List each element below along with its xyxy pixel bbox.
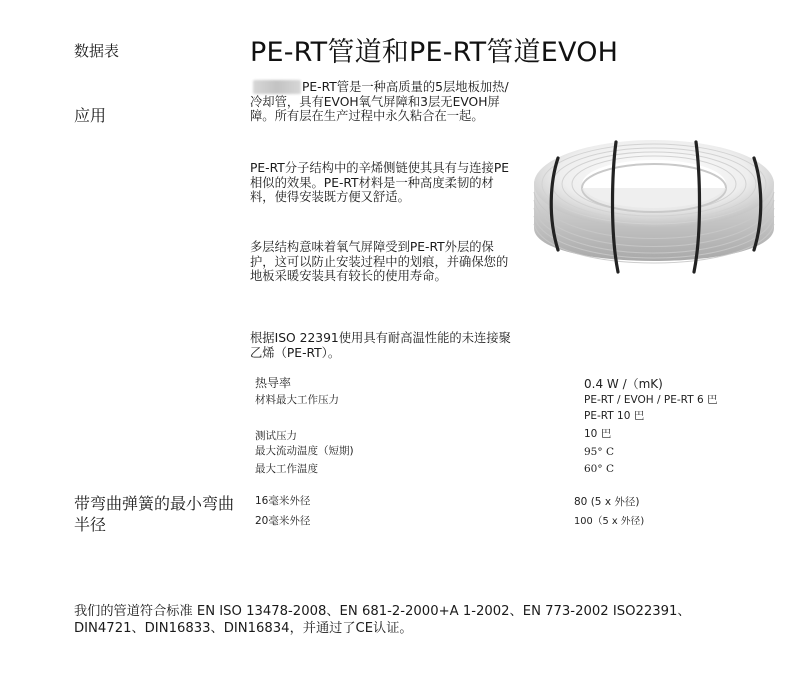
pipe-coil-illustration (528, 122, 780, 290)
description-paragraph-1: PE-RT管是一种高质量的5层地板加热/冷却管，具有EVOH氧气屏障和3层无EVOH屏障。所有层在生产过程中永久粘合在一起。 (250, 80, 509, 124)
max-pressure-value-2: PE-RT 10 巴 (584, 410, 645, 422)
max-flow-temp-value: 95° C (584, 446, 614, 458)
page-title: PE-RT管道和PE-RT管道EVOH (250, 37, 619, 68)
datasheet-label: 数据表 (74, 42, 120, 60)
max-work-temp-value: 60° C (584, 463, 614, 475)
description-paragraph-2: PE-RT分子结构中的辛烯侧链使其具有与连接PE相似的效果。PE-RT材料是一种高度柔韧的材料，使得安装既方便又舒适。 (250, 161, 510, 205)
max-pressure-value-1: PE-RT / EVOH / PE-RT 6 巴 (584, 394, 718, 406)
test-pressure-value: 10 巴 (584, 428, 612, 440)
description-paragraph-4: 根据ISO 22391使用具有耐高温性能的未连接聚乙烯（PE-RT）。 (250, 331, 511, 360)
max-work-temp-label: 最大工作温度 (255, 463, 318, 475)
max-pressure-label: 材料最大工作压力 (255, 394, 339, 406)
standards-footer: 我们的管道符合标准 EN ISO 13478-2008、EN 681-2-2000+A 1-2002、EN 773-2002 ISO22391、DIN4721、DIN16833、DIN16834，并通过了CE认证。 (74, 604, 691, 636)
test-pressure-label: 测试压力 (255, 430, 297, 442)
bend-row-16mm-label: 16毫米外径 (255, 495, 311, 507)
max-flow-temp-label: 最大流动温度（短期) (255, 445, 354, 457)
bend-row-20mm-label: 20毫米外径 (255, 515, 311, 527)
thermal-conductivity-label: 热导率 (255, 376, 292, 390)
applications-label: 应用 (74, 106, 107, 125)
bend-radius-label: 带弯曲弹簧的最小弯曲半径 (74, 494, 235, 534)
pipe-coil-image (528, 122, 780, 294)
description-paragraph-3: 多层结构意味着氧气屏障受到PE-RT外层的保护，这可以防止安装过程中的划痕，并确保您的地板采暖安装具有较长的使用寿命。 (250, 240, 509, 284)
bend-row-20mm-value: 100（5 x 外径) (574, 516, 645, 527)
bend-row-16mm-value: 80 (5 x 外径) (574, 496, 640, 508)
thermal-conductivity-value: 0.4 W /（mK) (584, 377, 663, 391)
